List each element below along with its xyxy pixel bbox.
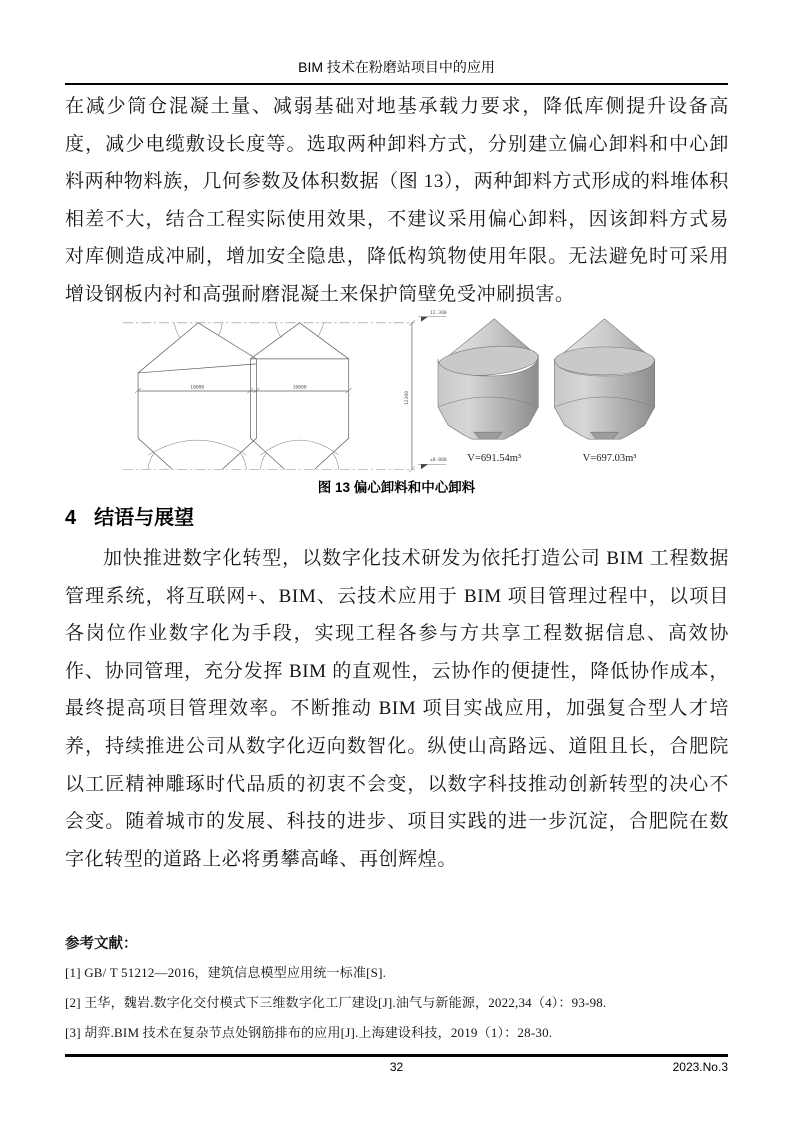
section-number: 4 <box>65 507 77 529</box>
header-rule <box>65 83 728 85</box>
figure-caption: 图 13 偏心卸料和中心卸料 <box>317 480 476 495</box>
silo-3d-eccentric <box>437 319 539 439</box>
issue-number: 2023.No.3 <box>672 1060 728 1074</box>
volume-label-eccentric: V=691.54m³ <box>467 453 522 465</box>
section-title: 结语与展望 <box>94 507 195 529</box>
page-number: 32 <box>389 1060 404 1074</box>
section-heading <box>65 501 194 530</box>
height-dimension-label: 12300 <box>404 391 410 405</box>
elevation-mark-top <box>418 310 447 322</box>
volume-label-center: V=697.03m³ <box>582 453 637 465</box>
reference-item: [1] GB/ T 51212—2016，建筑信息模型应用统一标准[S]. <box>65 965 387 980</box>
reference-item: [2] 王华，魏岩.数字化交付模式下三维数字化工厂建设[J].油气与新能源，2022,34（4）：93-98. <box>65 995 607 1010</box>
references-section <box>65 932 729 1052</box>
footer-rule <box>65 1054 728 1057</box>
elevation-top-label: 12.300 <box>429 310 447 316</box>
running-header-title: BIM 技术在粉磨站项目中的应用 <box>298 59 495 75</box>
figure-13-silo-drawings <box>121 302 743 474</box>
silo-3d-center <box>554 319 654 439</box>
references-label: 参考文献： <box>65 936 138 952</box>
paragraph-conclusion: 加快推进数字化转型，以数字化技术研发为依托打造公司 BIM 工程数据管理系统，将互联网+、BIM、云技术应用于 BIM 项目管理过程中，以项目各岗位作业数字化为手段，实现工程各参与方共享工程数据信息、高效协作、协同管理，充分发挥 BIM 的直观性，云协作的便捷性，降低协作成本，最终提高项目管理效率。不断推动 BIM 项目实战应用，加强复合型人才培养，持续推进公司从数字化迈向数智化。纵使山高路远、道阻且长，合肥院以工匠精神雕琢时代品质的初衷不会变，以数字科技推动创新转型的决心不会变。随着城市的发展、科技的进步、项目实践的进一步沉淀，合肥院在数字化转型的道路上必将勇攀高峰、再创辉煌。 <box>65 548 729 870</box>
reference-item: [3] 胡弈.BIM 技术在复杂节点处钢筋排布的应用[J].上海建设科技，2019（1）：28-30. <box>65 1025 553 1040</box>
diameter-dimension-right: 10000 <box>292 385 307 391</box>
eccentric-discharge-drawing <box>135 323 259 469</box>
paragraph-silo-discharge: 在减少筒仓混凝土量、减弱基础对地基承载力要求，降低库侧提升设备高度，减少电缆敷设长度等。选取两种卸料方式，分别建立偏心卸料和中心卸料两种物料族，几何参数及体积数据（图 13），两种卸料方式形成的料堆体积相差不大，结合工程实际使用效果，不建议采用偏心卸料，因该卸料方式易对库侧造成冲刷，增加安全隐患，降低构筑物使用年限。无法避免时可采用增设钢板内衬和高强耐磨混凝土来保护筒壁免受冲刷损害。 <box>65 96 729 305</box>
silo-figure-svg <box>121 302 743 474</box>
elevation-mark-bottom <box>418 457 447 469</box>
page-footer <box>65 1060 728 1078</box>
elevation-bottom-label: ±0.000 <box>429 458 447 464</box>
diameter-dimension-left: 10000 <box>190 385 205 391</box>
center-discharge-drawing <box>247 323 351 469</box>
